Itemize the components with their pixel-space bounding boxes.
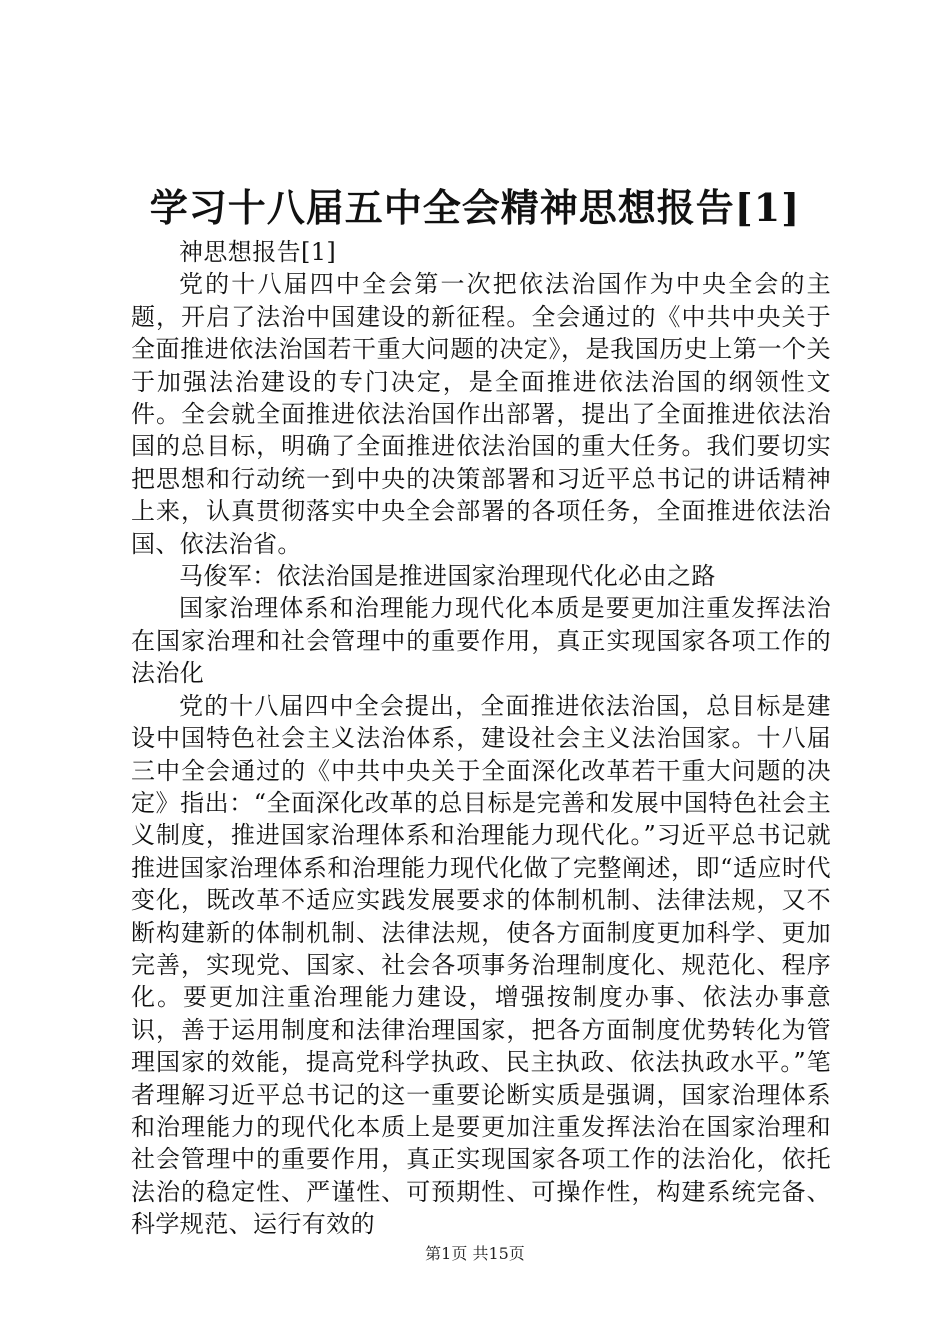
document-body [131, 236, 831, 1241]
paragraph-summary: 国家治理体系和治理能力现代化本质是要更加注重发挥法治在国家治理和社会管理中的重要作用，真正实现国家各项工作的法治化 [131, 594, 831, 688]
paragraph-heading: 马俊军：依法治国是推进国家治理现代化必由之路 [179, 562, 716, 591]
document-title: 学习十八届五中全会精神思想报告[1] [149, 185, 801, 230]
page-footer: 第1页 共15页 [425, 1244, 525, 1263]
paragraph-main: 党的十八届四中全会提出，全面推进依法治国，总目标是建设中国特色社会主义法治体系，建设社会主义法治国家。十八届三中全会通过的《中共中央关于全面深化改革若干重大问题的决定》指出：“全面深化改革的总目标是完善和发展中国特色社会主义制度，推进国家治理体系和治理能力现代化。”习近平总书记就推进国家治理体系和治理能力现代化做了完整阐述，即“适应时代变化，既改革不适应实践发展要求的体制机制、法律法规，又不断构建新的体制机制、法律法规，使各方面制度更加科学、更加完善，实现党、国家、社会各项事务治理制度化、规范化、程序化。要更加注重治理能力建设，增强按制度办事、依法办事意识，善于运用制度和法律治理国家，把各方面制度优势转化为管理国家的效能，提高党科学执政、民主执政、依法执政水平。”笔者理解习近平总书记的这一重要论断实质是强调，国家治理体系和治理能力的现代化本质上是要更加注重发挥法治在国家治理和社会管理中的重要作用，真正实现国家各项工作的法治化，依托法治的稳定性、严谨性、可预期性、可操作性，构建系统完备、科学规范、运行有效的 [131, 691, 831, 1239]
paragraph-subtitle: 神思想报告[1] [179, 238, 337, 266]
paragraph-intro: 党的十八届四中全会第一次把依法治国作为中央全会的主题，开启了法治中国建设的新征程。全会通过的《中共中央关于全面推进依法治国若干重大问题的决定》，是我国历史上第一个关于加强法治建设的专门决定，是全面推进依法治国的纲领性文件。全会就全面推进依法治国作出部署，提出了全面推进依法治国的总目标，明确了全面推进依法治国的重大任务。我们要切实把思想和行动统一到中央的决策部署和习近平总书记的讲话精神上来，认真贯彻落实中央全会部署的各项任务，全面推进依法治国、依法治省。 [131, 270, 831, 558]
